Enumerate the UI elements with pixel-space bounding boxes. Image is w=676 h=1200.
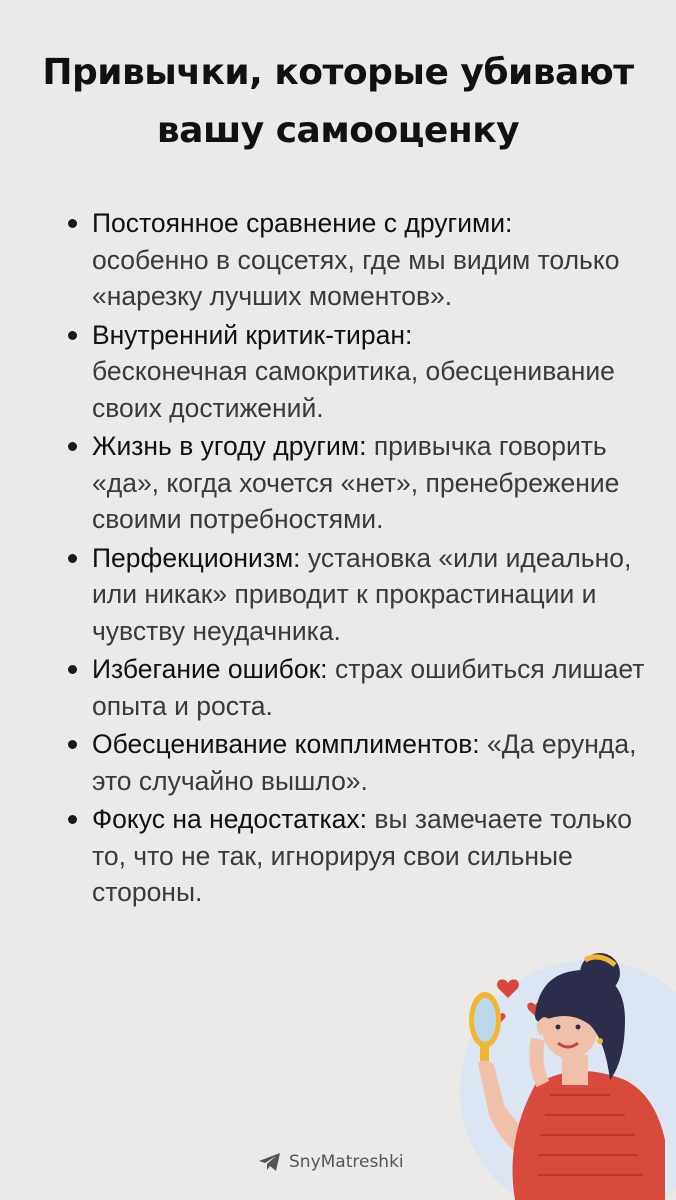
list-item: [92, 651, 652, 724]
list-item: [92, 540, 652, 650]
list-item: [92, 317, 652, 427]
item-heading: Перфекционизм:: [92, 542, 301, 573]
list-item: [92, 801, 652, 911]
item-heading: Обесценивание комплиментов:: [92, 729, 480, 759]
bullet-icon: [68, 331, 77, 340]
item-text: привычка говорить «да», когда хочется «нет», пренебрежение своими потребностями.: [92, 431, 620, 534]
item-heading: Внутренний критик-тиран:: [92, 319, 413, 350]
title-line-1: Привычки, которые убивают: [42, 52, 634, 93]
item-text: установка «или идеально, или никак» приводит к прокрастинации и чувству неудачника.: [92, 542, 632, 646]
item-text: «Да ерунда, это случайно вышло».: [92, 729, 637, 796]
list-item: [92, 726, 652, 799]
list-item: [92, 428, 652, 538]
item-text: страх ошибиться лишает опыта и роста.: [92, 654, 645, 721]
item-heading: Жизнь в угоду другим:: [92, 431, 367, 461]
bullet-icon: [68, 665, 77, 674]
item-heading: Фокус на недостатках:: [92, 804, 367, 834]
item-heading: Постоянное сравнение с другими:: [92, 208, 513, 238]
item-heading: Избегание ошибок:: [92, 654, 328, 684]
woman-with-mirror-illustration: [440, 935, 676, 1200]
habits-list: [92, 205, 652, 913]
page-title: [0, 44, 676, 160]
footer-credit: [258, 1148, 404, 1176]
item-text: вы замечаете только то, что не так, игнорируя свои сильные стороны.: [92, 804, 633, 907]
bullet-icon: [68, 442, 77, 451]
bullet-icon: [68, 554, 77, 563]
title-line-2: вашу самооценку: [156, 110, 520, 151]
footer-text: SnyMatreshki: [289, 1152, 404, 1172]
bullet-icon: [68, 219, 77, 228]
telegram-icon: [258, 1152, 282, 1172]
item-text: особенно в соцсетях, где мы видим только «нарезку лучших моментов».: [92, 244, 620, 311]
bullet-icon: [68, 815, 77, 824]
bullet-icon: [68, 740, 77, 749]
list-item: [92, 205, 652, 315]
item-text: бесконечная самокритика, обесценивание своих достижений.: [92, 356, 615, 423]
